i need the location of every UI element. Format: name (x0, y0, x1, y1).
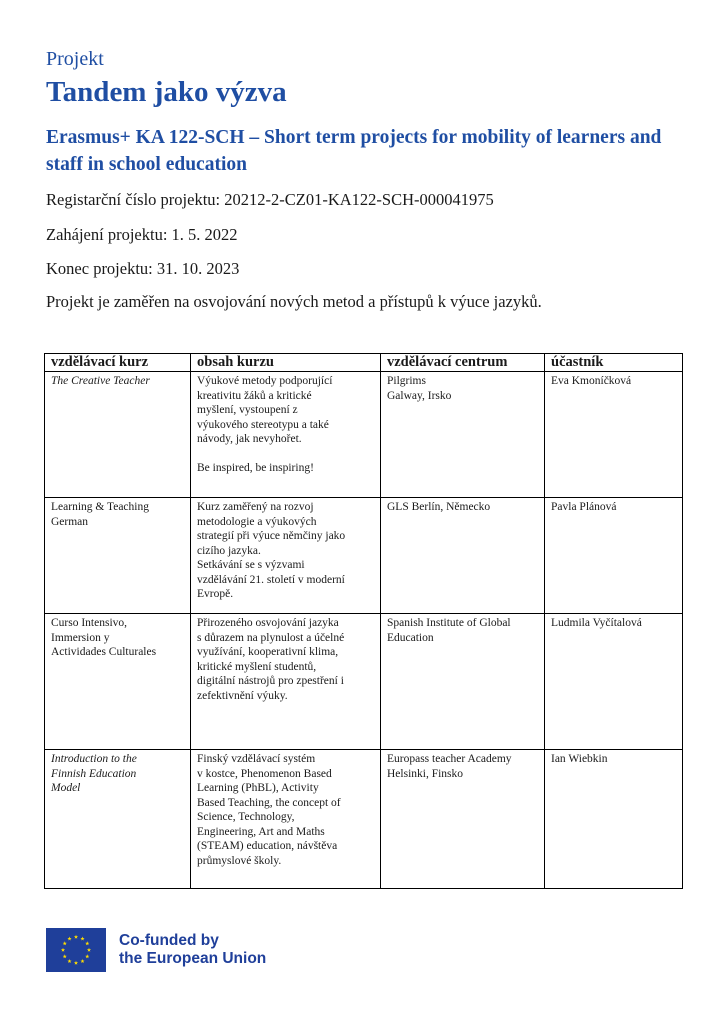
course-content: Finský vzdělávací systém v kostce, Phenomenon Based Learning (PhBL), Activity Based Teaching, the concept of Science, Technology, Engineering, Art and Maths (STEAM) education, návštěva průmyslové školy. (197, 753, 341, 867)
header-course: vzdělávací kurz (45, 354, 191, 372)
project-start: Zahájení projektu: 1. 5. 2022 (46, 225, 238, 244)
eu-funding-line2: the European Union (119, 950, 267, 967)
project-kicker: Projekt (46, 48, 104, 70)
eu-flag-icon (46, 928, 106, 972)
page-subtitle: Erasmus+ KA 122-SCH – Short term projects for mobility of learners and staff in school education (46, 127, 662, 175)
course-name: Introduction to the Finnish Education Model (51, 753, 137, 794)
course-name: The Creative Teacher (51, 375, 150, 387)
table-header-row (45, 354, 683, 372)
course-cell (45, 750, 191, 889)
center-cell (381, 750, 545, 889)
course-cell (45, 614, 191, 750)
course-cell (45, 498, 191, 614)
course-name: Learning & Teaching German (51, 501, 149, 528)
course-center: GLS Berlín, Německo (387, 501, 491, 513)
course-participant: Pavla Plánová (551, 501, 617, 513)
center-cell (381, 614, 545, 750)
participant-cell (545, 750, 683, 889)
course-content: Přirozeného osvojování jazyka s důrazem na plynulost a účelné využívání, kooperativní klima, kritické myšlení studentů, digitální nástrojů pro zpestření i zefektivnění výuky. (197, 617, 345, 702)
content-cell (191, 614, 381, 750)
page-title: Tandem jako výzva (46, 76, 287, 108)
course-name: Curso Intensivo, Immersion y Actividades Culturales (51, 617, 157, 658)
course-content: Výukové metody podporující kreativitu žáků a kritické myšlení, vystoupení z výukového stereotypu a také návody, jak nevyhořet. (197, 375, 333, 445)
course-participant: Eva Kmoníčková (551, 375, 632, 387)
participant-cell (545, 614, 683, 750)
course-cell (45, 372, 191, 498)
content-cell (191, 750, 381, 889)
table-row (45, 750, 683, 889)
registration-number: Registarční číslo projektu: 20212-2-CZ01-KA122-SCH-000041975 (46, 190, 494, 209)
participant-cell (545, 372, 683, 498)
content-cell (191, 498, 381, 614)
course-participant: Ludmila Vyčítalová (551, 617, 642, 629)
course-content: Kurz zaměřený na rozvoj metodologie a výukových strategií při výuce němčiny jako cizího jazyka. Setkávání se s výzvami vzdělávání 21. století v moderní Evropě. (197, 501, 346, 600)
header-center: vzdělávací centrum (381, 354, 545, 372)
course-center: Pilgrims Galway, Irsko (387, 375, 452, 402)
eu-funding-line1: Co-funded by (119, 932, 219, 949)
participant-cell (545, 498, 683, 614)
table-row (45, 372, 683, 498)
course-participant: Ian Wiebkin (551, 753, 608, 765)
table-row (45, 498, 683, 614)
project-focus: Projekt je zaměřen na osvojování nových metod a přístupů k výuce jazyků. (46, 292, 542, 311)
course-center: Spanish Institute of Global Education (387, 617, 511, 644)
center-cell (381, 372, 545, 498)
course-center: Europass teacher Academy Helsinki, Finsko (387, 753, 512, 780)
eu-funding-label (119, 932, 266, 968)
header-participant: účastník (545, 354, 683, 372)
header-content: obsah kurzu (191, 354, 381, 372)
course-table (44, 353, 683, 889)
project-end: Konec projektu: 31. 10. 2023 (46, 259, 240, 278)
content-cell (191, 372, 381, 498)
eu-stars-icon (46, 928, 106, 972)
table-row (45, 614, 683, 750)
course-motto: Be inspired, be inspiring! (197, 461, 314, 474)
center-cell (381, 498, 545, 614)
